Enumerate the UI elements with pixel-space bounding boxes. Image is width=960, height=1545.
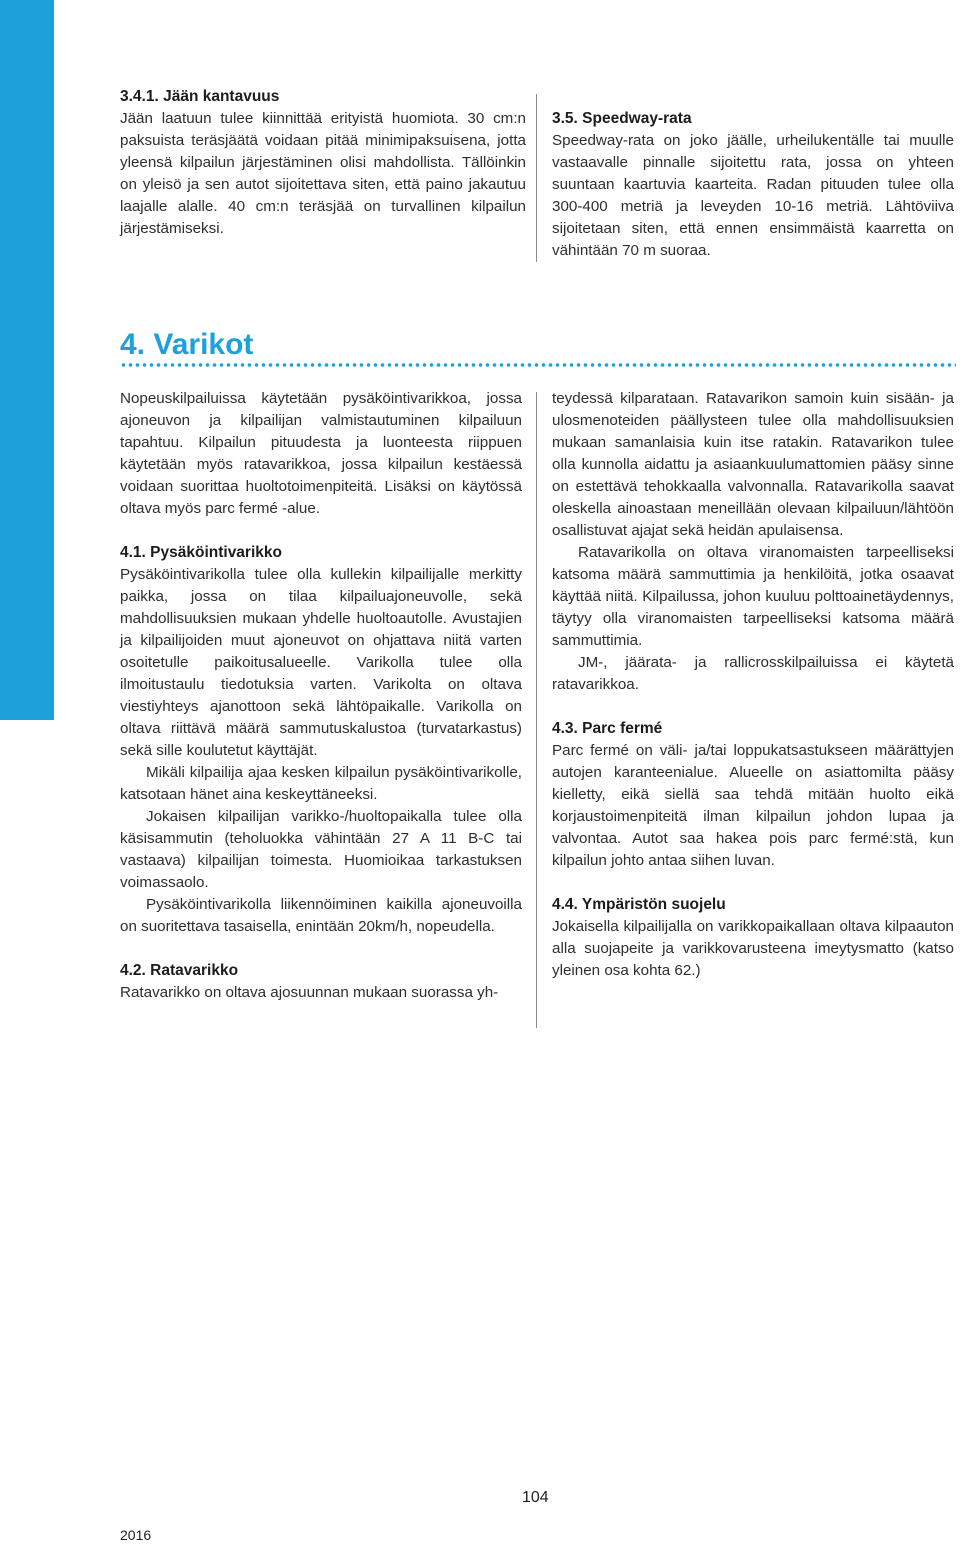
paragraph-4-1-b: Mikäli kilpailija ajaa kesken kilpailun pysäköintivarikolle, katsotaan hänet aina keskeyttäneeksi.	[120, 764, 522, 803]
paragraph-4-2-cont-c: JM-, jäärata- ja rallicrosskilpailuissa ei käytetä ratavarikkoa.	[552, 654, 954, 693]
heading-4-2: 4.2. Ratavarikko	[120, 962, 239, 979]
heading-4-1: 4.1. Pysäköintivarikko	[120, 544, 282, 561]
heading-3-4-1: 3.4.1. Jään kantavuus	[120, 88, 280, 105]
side-color-tab	[0, 0, 54, 720]
column-divider-top	[536, 94, 537, 262]
section-name: Varikot	[153, 328, 254, 361]
dotted-rule	[120, 362, 956, 368]
column-right	[552, 388, 954, 982]
paragraph-4-1-c: Jokaisen kilpailijan varikko-/huoltopaikalla tulee olla käsisammutin (teholuokka vähintään 27 A 11 B-C tai vastaava) kilpailijan toimesta. Huomioikaa tarkastuksen voimassaolo.	[120, 808, 522, 891]
heading-3-5: 3.5. Speedway-rata	[552, 110, 692, 127]
section-title-varikot	[120, 328, 253, 362]
paragraph-4-1-d: Pysäköintivarikolla liikennöiminen kaikilla ajoneuvoilla on suoritettava tasaisella, enintään 20km/h, nopeudella.	[120, 896, 522, 935]
paragraph-4-2-cont-a: teydessä kilparataan. Ratavarikon samoin kuin sisään- ja ulosmenoteiden päällysteen tulee olla mahdollisuuksien mukaan samanlaisia kuin itse ratakin. Ratavarikon tulee olla kunnolla aidattu ja asiaankuulumattomien pääsy sinne on estettävä tehokkaalla valvonnalla. Ratavarikolla saavat oleskella ainoastaan meneillään olevaan kilpailuun/lähtöön osallistuvat ajajat sekä heidän apulaisensa.	[552, 390, 954, 539]
paragraph-4-1-a: Pysäköintivarikolla tulee olla kullekin kilpailijalle merkitty paikka, jossa on tilaa kilpailuajoneuvolle, sekä mahdollisuuksien mukaan yhdelle huoltoautolle. Avustajien ja kilpailijoiden muut ajoneuvot on ohjattava niitä varten osoitetulle paikoitusalueelle. Varikolla tulee olla ilmoitustaulu tiedotuksia varten. Varikolta on oltava viestiyhteys ajanottoon sekä lähtöpaikalle. Varikolla on oltava riittävä määrä sammutuskalustoa (turvatarkastus) sekä sille koulutetut käyttäjät.	[120, 566, 522, 759]
paragraph-varikot-intro: Nopeuskilpailuissa käytetään pysäköintivarikkoa, jossa ajoneuvon ja kilpailijan valmistautuminen kilpailuun tapahtuu. Kilpailun pituudesta ja luonteesta riippuen käytetään myös ratavarikkoa, jossa kilpailun kestäessä voidaan suorittaa huoltotoimenpiteitä. Lisäksi on käytössä oltava myös parc fermé -alue.	[120, 390, 522, 517]
paragraph-4-2-cont-b: Ratavarikolla on oltava viranomaisten tarpeelliseksi katsoma määrä sammuttimia ja henkilöitä, jotka osaavat käyttää niitä. Kilpailussa, johon kuuluu polttoainetäydennys, täytyy olla viranomaisten tarpeelliseksi katsoma määrä sammuttimia.	[552, 544, 954, 649]
heading-4-4: 4.4. Ympäristön suojelu	[552, 896, 726, 913]
section-3-5	[552, 108, 954, 262]
section-number: 4.	[120, 328, 146, 361]
heading-4-3: 4.3. Parc fermé	[552, 720, 663, 737]
section-3-4-1	[120, 86, 526, 240]
paragraph-ice-bearing: Jään laatuun tulee kiinnittää erityistä huomiota. 30 cm:n paksuista teräsjäätä voidaan pitää minimipaksuisena, jotta yleensä kilpailun järjestäminen olisi mahdollista. Tällöinkin on yleisö ja sen autot sijoitettava siten, että paino jakautuu laajalle alalle. 40 cm:n teräsjää on turvallinen kilpailun järjestämiseksi.	[120, 110, 526, 237]
page-number: 104	[522, 1489, 549, 1506]
column-left	[120, 388, 522, 1004]
paragraph-4-3: Parc fermé on väli- ja/tai loppukatsastukseen määrättyjen autojen karanteenialue. Alueelle on asiattomilta pääsy kielletty, eikä siellä saa tehdä mitään huolto eikä korjaustoimenpiteitä ilman kilpailun johdon lupaa ja valvontaa. Autot saa hakea pois parc fermé:stä, kun kilpailun johto antaa siihen luvan.	[552, 742, 954, 869]
paragraph-4-4: Jokaisella kilpailijalla on varikkopaikallaan oltava kilpaauton alla suojapeite ja varikkovarusteena imeytysmatto (katso yleinen osa kohta 62.)	[552, 918, 954, 979]
footer-year: 2016	[120, 1527, 152, 1543]
paragraph-speedway: Speedway-rata on joko jäälle, urheilukentälle tai muulle vastaavalle pinnalle sijoitettu rata, jossa on yhteen suuntaan kaartuvia kaarteita. Radan pituuden tulee olla 300-400 metriä ja leveyden 10-16 metriä. Lähtöviiva sijoitetaan siten, että ennen ensimmäistä kaarretta on vähintään 70 m suoraa.	[552, 132, 954, 259]
column-divider-main	[536, 392, 537, 1028]
paragraph-4-2-start: Ratavarikko on oltava ajosuunnan mukaan suorassa yh-	[120, 984, 499, 1001]
